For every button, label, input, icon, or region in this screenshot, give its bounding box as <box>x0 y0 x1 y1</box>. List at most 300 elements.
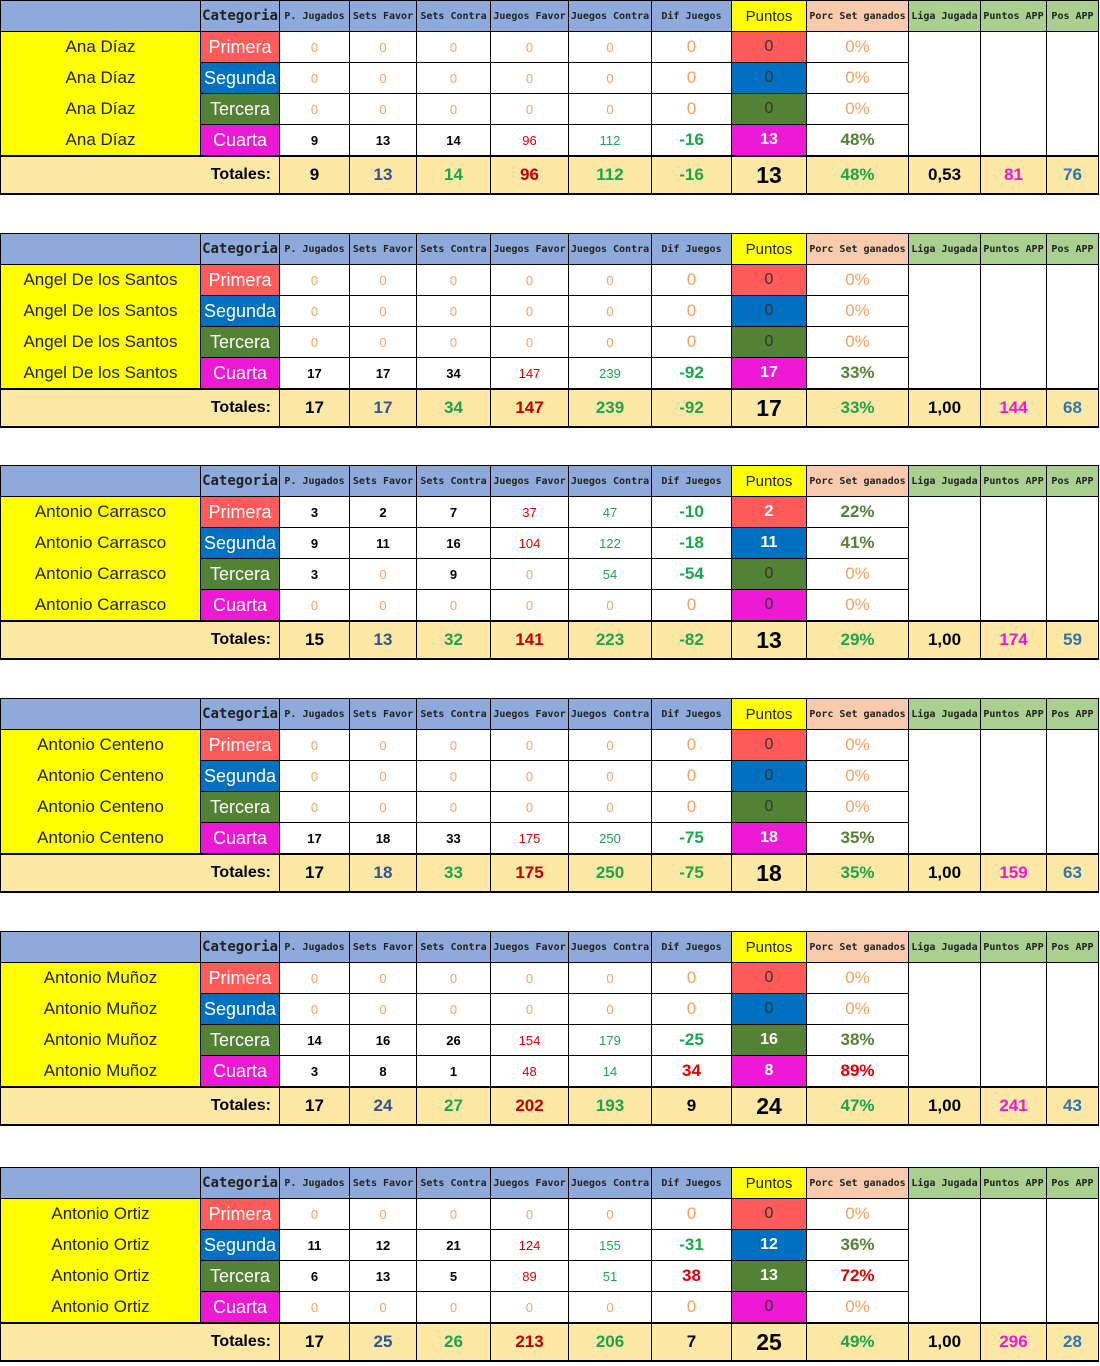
dif-juegos-cell[interactable]: 0 <box>652 63 732 94</box>
puntos-cell[interactable]: 16 <box>732 1025 807 1056</box>
juegos-favor-cell[interactable]: 96 <box>491 125 569 157</box>
p-jugados-cell[interactable]: 0 <box>280 792 350 823</box>
category-cell[interactable]: Cuarta <box>201 1056 280 1088</box>
puntos-app-side-cell[interactable] <box>981 994 1047 1025</box>
p-jugados-cell[interactable]: 6 <box>280 1261 350 1292</box>
player-name-cell[interactable]: Ana Díaz <box>1 63 201 94</box>
dif-juegos-cell[interactable]: 38 <box>652 1261 732 1292</box>
p-jugados-cell[interactable]: 14 <box>280 1025 350 1056</box>
juegos-contra-cell[interactable]: 0 <box>569 1292 652 1324</box>
puntos-app-side-cell[interactable] <box>981 497 1047 528</box>
liga-side-cell[interactable] <box>909 761 981 792</box>
puntos-cell[interactable]: 17 <box>732 358 807 390</box>
juegos-contra-cell[interactable]: 51 <box>569 1261 652 1292</box>
sets-contra-cell[interactable]: 1 <box>417 1056 491 1088</box>
category-cell[interactable]: Tercera <box>201 327 280 358</box>
sets-contra-cell[interactable]: 21 <box>417 1230 491 1261</box>
juegos-favor-cell[interactable]: 147 <box>491 358 569 390</box>
liga-side-cell[interactable] <box>909 327 981 358</box>
puntos-app-side-cell[interactable] <box>981 590 1047 622</box>
puntos-app-side-cell[interactable] <box>981 559 1047 590</box>
dif-juegos-cell[interactable]: 0 <box>652 792 732 823</box>
sets-favor-cell[interactable]: 0 <box>350 963 417 994</box>
sets-contra-cell[interactable]: 0 <box>417 730 491 761</box>
dif-juegos-cell[interactable]: 0 <box>652 265 732 296</box>
juegos-favor-cell[interactable]: 0 <box>491 792 569 823</box>
p-jugados-cell[interactable]: 0 <box>280 761 350 792</box>
dif-juegos-cell[interactable]: -75 <box>652 823 732 855</box>
puntos-app-side-cell[interactable] <box>981 327 1047 358</box>
sets-favor-cell[interactable]: 0 <box>350 590 417 622</box>
juegos-favor-cell[interactable]: 154 <box>491 1025 569 1056</box>
porc-set-cell[interactable]: 41% <box>807 528 909 559</box>
porc-set-cell[interactable]: 0% <box>807 63 909 94</box>
puntos-app-side-cell[interactable] <box>981 358 1047 390</box>
pos-app-side-cell[interactable] <box>1047 94 1099 125</box>
p-jugados-cell[interactable]: 0 <box>280 1292 350 1324</box>
pos-app-side-cell[interactable] <box>1047 1230 1099 1261</box>
sets-favor-cell[interactable]: 0 <box>350 32 417 63</box>
puntos-cell[interactable]: 0 <box>732 994 807 1025</box>
juegos-contra-cell[interactable]: 0 <box>569 327 652 358</box>
liga-side-cell[interactable] <box>909 32 981 63</box>
dif-juegos-cell[interactable]: 34 <box>652 1056 732 1088</box>
category-cell[interactable]: Segunda <box>201 296 280 327</box>
puntos-app-side-cell[interactable] <box>981 528 1047 559</box>
category-cell[interactable]: Tercera <box>201 792 280 823</box>
porc-set-cell[interactable]: 0% <box>807 792 909 823</box>
category-cell[interactable]: Cuarta <box>201 358 280 390</box>
pos-app-side-cell[interactable] <box>1047 761 1099 792</box>
category-cell[interactable]: Tercera <box>201 94 280 125</box>
porc-set-cell[interactable]: 72% <box>807 1261 909 1292</box>
puntos-cell[interactable]: 0 <box>732 559 807 590</box>
puntos-cell[interactable]: 0 <box>732 730 807 761</box>
player-name-cell[interactable]: Antonio Centeno <box>1 792 201 823</box>
category-cell[interactable]: Primera <box>201 497 280 528</box>
player-name-cell[interactable]: Antonio Ortiz <box>1 1261 201 1292</box>
juegos-favor-cell[interactable]: 0 <box>491 761 569 792</box>
category-cell[interactable]: Tercera <box>201 559 280 590</box>
pos-app-side-cell[interactable] <box>1047 1292 1099 1324</box>
juegos-favor-cell[interactable]: 0 <box>491 63 569 94</box>
juegos-contra-cell[interactable]: 0 <box>569 63 652 94</box>
dif-juegos-cell[interactable]: 0 <box>652 590 732 622</box>
player-name-cell[interactable]: Ana Díaz <box>1 32 201 63</box>
sets-favor-cell[interactable]: 0 <box>350 559 417 590</box>
sets-favor-cell[interactable]: 13 <box>350 125 417 157</box>
p-jugados-cell[interactable]: 0 <box>280 994 350 1025</box>
player-name-cell[interactable]: Angel De los Santos <box>1 296 201 327</box>
juegos-favor-cell[interactable]: 0 <box>491 265 569 296</box>
puntos-cell[interactable]: 13 <box>732 1261 807 1292</box>
player-name-cell[interactable]: Antonio Muñoz <box>1 1056 201 1088</box>
player-name-cell[interactable]: Antonio Ortiz <box>1 1230 201 1261</box>
category-cell[interactable]: Cuarta <box>201 1292 280 1324</box>
porc-set-cell[interactable]: 0% <box>807 94 909 125</box>
sets-contra-cell[interactable]: 0 <box>417 994 491 1025</box>
liga-side-cell[interactable] <box>909 590 981 622</box>
player-name-cell[interactable]: Angel De los Santos <box>1 358 201 390</box>
puntos-app-side-cell[interactable] <box>981 1056 1047 1088</box>
porc-set-cell[interactable]: 38% <box>807 1025 909 1056</box>
puntos-app-side-cell[interactable] <box>981 63 1047 94</box>
p-jugados-cell[interactable]: 0 <box>280 963 350 994</box>
pos-app-side-cell[interactable] <box>1047 528 1099 559</box>
juegos-favor-cell[interactable]: 48 <box>491 1056 569 1088</box>
player-name-cell[interactable]: Antonio Muñoz <box>1 1025 201 1056</box>
juegos-contra-cell[interactable]: 122 <box>569 528 652 559</box>
pos-app-side-cell[interactable] <box>1047 730 1099 761</box>
p-jugados-cell[interactable]: 9 <box>280 125 350 157</box>
liga-side-cell[interactable] <box>909 1025 981 1056</box>
porc-set-cell[interactable]: 0% <box>807 32 909 63</box>
sets-contra-cell[interactable]: 0 <box>417 327 491 358</box>
puntos-cell[interactable]: 0 <box>732 63 807 94</box>
dif-juegos-cell[interactable]: 0 <box>652 730 732 761</box>
liga-side-cell[interactable] <box>909 1230 981 1261</box>
sets-favor-cell[interactable]: 0 <box>350 94 417 125</box>
puntos-cell[interactable]: 2 <box>732 497 807 528</box>
dif-juegos-cell[interactable]: 0 <box>652 327 732 358</box>
player-name-cell[interactable]: Antonio Carrasco <box>1 559 201 590</box>
juegos-contra-cell[interactable]: 0 <box>569 963 652 994</box>
category-cell[interactable]: Segunda <box>201 1230 280 1261</box>
porc-set-cell[interactable]: 0% <box>807 1292 909 1324</box>
juegos-contra-cell[interactable]: 14 <box>569 1056 652 1088</box>
puntos-app-side-cell[interactable] <box>981 963 1047 994</box>
sets-favor-cell[interactable]: 16 <box>350 1025 417 1056</box>
juegos-favor-cell[interactable]: 0 <box>491 1292 569 1324</box>
player-name-cell[interactable]: Angel De los Santos <box>1 265 201 296</box>
pos-app-side-cell[interactable] <box>1047 125 1099 157</box>
puntos-app-side-cell[interactable] <box>981 730 1047 761</box>
porc-set-cell[interactable]: 48% <box>807 125 909 157</box>
porc-set-cell[interactable]: 0% <box>807 559 909 590</box>
juegos-contra-cell[interactable]: 0 <box>569 730 652 761</box>
puntos-cell[interactable]: 0 <box>732 1199 807 1230</box>
puntos-cell[interactable]: 0 <box>732 792 807 823</box>
player-name-cell[interactable]: Angel De los Santos <box>1 327 201 358</box>
juegos-contra-cell[interactable]: 54 <box>569 559 652 590</box>
puntos-cell[interactable]: 0 <box>732 94 807 125</box>
liga-side-cell[interactable] <box>909 792 981 823</box>
juegos-favor-cell[interactable]: 175 <box>491 823 569 855</box>
pos-app-side-cell[interactable] <box>1047 994 1099 1025</box>
puntos-app-side-cell[interactable] <box>981 94 1047 125</box>
liga-side-cell[interactable] <box>909 1261 981 1292</box>
sets-contra-cell[interactable]: 0 <box>417 265 491 296</box>
dif-juegos-cell[interactable]: 0 <box>652 296 732 327</box>
player-name-cell[interactable]: Antonio Carrasco <box>1 590 201 622</box>
p-jugados-cell[interactable]: 17 <box>280 823 350 855</box>
player-name-cell[interactable]: Antonio Muñoz <box>1 963 201 994</box>
p-jugados-cell[interactable]: 0 <box>280 63 350 94</box>
porc-set-cell[interactable]: 0% <box>807 730 909 761</box>
juegos-favor-cell[interactable]: 0 <box>491 94 569 125</box>
category-cell[interactable]: Primera <box>201 32 280 63</box>
player-name-cell[interactable]: Antonio Ortiz <box>1 1199 201 1230</box>
dif-juegos-cell[interactable]: -92 <box>652 358 732 390</box>
pos-app-side-cell[interactable] <box>1047 963 1099 994</box>
puntos-app-side-cell[interactable] <box>981 823 1047 855</box>
sets-favor-cell[interactable]: 0 <box>350 265 417 296</box>
sets-contra-cell[interactable]: 0 <box>417 590 491 622</box>
sets-favor-cell[interactable]: 0 <box>350 1199 417 1230</box>
dif-juegos-cell[interactable]: 0 <box>652 1199 732 1230</box>
dif-juegos-cell[interactable]: -31 <box>652 1230 732 1261</box>
liga-side-cell[interactable] <box>909 1292 981 1324</box>
pos-app-side-cell[interactable] <box>1047 497 1099 528</box>
sets-contra-cell[interactable]: 33 <box>417 823 491 855</box>
juegos-favor-cell[interactable]: 0 <box>491 963 569 994</box>
juegos-favor-cell[interactable]: 0 <box>491 32 569 63</box>
juegos-contra-cell[interactable]: 112 <box>569 125 652 157</box>
sets-contra-cell[interactable]: 26 <box>417 1025 491 1056</box>
sets-favor-cell[interactable]: 18 <box>350 823 417 855</box>
player-name-cell[interactable]: Antonio Centeno <box>1 730 201 761</box>
juegos-favor-cell[interactable]: 104 <box>491 528 569 559</box>
sets-favor-cell[interactable]: 0 <box>350 63 417 94</box>
sets-contra-cell[interactable]: 0 <box>417 761 491 792</box>
juegos-contra-cell[interactable]: 179 <box>569 1025 652 1056</box>
liga-side-cell[interactable] <box>909 296 981 327</box>
puntos-app-side-cell[interactable] <box>981 1292 1047 1324</box>
puntos-app-side-cell[interactable] <box>981 1199 1047 1230</box>
pos-app-side-cell[interactable] <box>1047 296 1099 327</box>
p-jugados-cell[interactable]: 3 <box>280 559 350 590</box>
pos-app-side-cell[interactable] <box>1047 1056 1099 1088</box>
liga-side-cell[interactable] <box>909 1199 981 1230</box>
category-cell[interactable]: Tercera <box>201 1025 280 1056</box>
category-cell[interactable]: Segunda <box>201 528 280 559</box>
puntos-cell[interactable]: 0 <box>732 963 807 994</box>
player-name-cell[interactable]: Ana Díaz <box>1 125 201 157</box>
dif-juegos-cell[interactable]: -10 <box>652 497 732 528</box>
player-name-cell[interactable]: Antonio Ortiz <box>1 1292 201 1324</box>
puntos-app-side-cell[interactable] <box>981 1261 1047 1292</box>
puntos-cell[interactable]: 13 <box>732 125 807 157</box>
p-jugados-cell[interactable]: 3 <box>280 497 350 528</box>
category-cell[interactable]: Cuarta <box>201 823 280 855</box>
juegos-favor-cell[interactable]: 0 <box>491 994 569 1025</box>
pos-app-side-cell[interactable] <box>1047 1261 1099 1292</box>
sets-contra-cell[interactable]: 5 <box>417 1261 491 1292</box>
puntos-cell[interactable]: 0 <box>732 265 807 296</box>
sets-contra-cell[interactable]: 34 <box>417 358 491 390</box>
category-cell[interactable]: Primera <box>201 265 280 296</box>
pos-app-side-cell[interactable] <box>1047 823 1099 855</box>
porc-set-cell[interactable]: 0% <box>807 296 909 327</box>
puntos-cell[interactable]: 0 <box>732 761 807 792</box>
p-jugados-cell[interactable]: 0 <box>280 590 350 622</box>
sets-favor-cell[interactable]: 0 <box>350 730 417 761</box>
liga-side-cell[interactable] <box>909 265 981 296</box>
sets-contra-cell[interactable]: 0 <box>417 94 491 125</box>
pos-app-side-cell[interactable] <box>1047 1199 1099 1230</box>
player-name-cell[interactable]: Antonio Centeno <box>1 823 201 855</box>
porc-set-cell[interactable]: 36% <box>807 1230 909 1261</box>
pos-app-side-cell[interactable] <box>1047 792 1099 823</box>
puntos-cell[interactable]: 12 <box>732 1230 807 1261</box>
sets-favor-cell[interactable]: 0 <box>350 327 417 358</box>
puntos-app-side-cell[interactable] <box>981 1230 1047 1261</box>
dif-juegos-cell[interactable]: -18 <box>652 528 732 559</box>
sets-contra-cell[interactable]: 9 <box>417 559 491 590</box>
porc-set-cell[interactable]: 0% <box>807 327 909 358</box>
juegos-contra-cell[interactable]: 47 <box>569 497 652 528</box>
category-cell[interactable]: Segunda <box>201 994 280 1025</box>
sets-favor-cell[interactable]: 13 <box>350 1261 417 1292</box>
juegos-contra-cell[interactable]: 0 <box>569 94 652 125</box>
player-name-cell[interactable]: Antonio Centeno <box>1 761 201 792</box>
sets-favor-cell[interactable]: 0 <box>350 994 417 1025</box>
player-name-cell[interactable]: Antonio Carrasco <box>1 497 201 528</box>
p-jugados-cell[interactable]: 0 <box>280 296 350 327</box>
juegos-favor-cell[interactable]: 37 <box>491 497 569 528</box>
juegos-contra-cell[interactable]: 239 <box>569 358 652 390</box>
juegos-favor-cell[interactable]: 124 <box>491 1230 569 1261</box>
puntos-cell[interactable]: 0 <box>732 32 807 63</box>
p-jugados-cell[interactable]: 0 <box>280 94 350 125</box>
p-jugados-cell[interactable]: 0 <box>280 32 350 63</box>
sets-favor-cell[interactable]: 0 <box>350 792 417 823</box>
dif-juegos-cell[interactable]: 0 <box>652 32 732 63</box>
dif-juegos-cell[interactable]: 0 <box>652 761 732 792</box>
category-cell[interactable]: Primera <box>201 730 280 761</box>
puntos-cell[interactable]: 0 <box>732 327 807 358</box>
pos-app-side-cell[interactable] <box>1047 358 1099 390</box>
sets-contra-cell[interactable]: 7 <box>417 497 491 528</box>
sets-contra-cell[interactable]: 16 <box>417 528 491 559</box>
liga-side-cell[interactable] <box>909 497 981 528</box>
sets-favor-cell[interactable]: 17 <box>350 358 417 390</box>
sets-favor-cell[interactable]: 12 <box>350 1230 417 1261</box>
liga-side-cell[interactable] <box>909 559 981 590</box>
pos-app-side-cell[interactable] <box>1047 32 1099 63</box>
dif-juegos-cell[interactable]: 0 <box>652 1292 732 1324</box>
sets-favor-cell[interactable]: 0 <box>350 1292 417 1324</box>
category-cell[interactable]: Segunda <box>201 63 280 94</box>
juegos-contra-cell[interactable]: 0 <box>569 296 652 327</box>
puntos-cell[interactable]: 0 <box>732 1292 807 1324</box>
sets-contra-cell[interactable]: 14 <box>417 125 491 157</box>
liga-side-cell[interactable] <box>909 963 981 994</box>
sets-contra-cell[interactable]: 0 <box>417 963 491 994</box>
juegos-contra-cell[interactable]: 0 <box>569 761 652 792</box>
porc-set-cell[interactable]: 0% <box>807 761 909 792</box>
sets-contra-cell[interactable]: 0 <box>417 296 491 327</box>
puntos-app-side-cell[interactable] <box>981 761 1047 792</box>
player-name-cell[interactable]: Ana Díaz <box>1 94 201 125</box>
p-jugados-cell[interactable]: 0 <box>280 327 350 358</box>
sets-contra-cell[interactable]: 0 <box>417 1292 491 1324</box>
puntos-cell[interactable]: 0 <box>732 590 807 622</box>
juegos-contra-cell[interactable]: 0 <box>569 590 652 622</box>
liga-side-cell[interactable] <box>909 994 981 1025</box>
category-cell[interactable]: Segunda <box>201 761 280 792</box>
puntos-cell[interactable]: 18 <box>732 823 807 855</box>
pos-app-side-cell[interactable] <box>1047 590 1099 622</box>
juegos-contra-cell[interactable]: 0 <box>569 32 652 63</box>
player-name-cell[interactable]: Antonio Muñoz <box>1 994 201 1025</box>
porc-set-cell[interactable]: 0% <box>807 1199 909 1230</box>
sets-contra-cell[interactable]: 0 <box>417 1199 491 1230</box>
porc-set-cell[interactable]: 89% <box>807 1056 909 1088</box>
liga-side-cell[interactable] <box>909 94 981 125</box>
juegos-contra-cell[interactable]: 0 <box>569 994 652 1025</box>
category-cell[interactable]: Primera <box>201 1199 280 1230</box>
liga-side-cell[interactable] <box>909 63 981 94</box>
juegos-contra-cell[interactable]: 0 <box>569 792 652 823</box>
category-cell[interactable]: Primera <box>201 963 280 994</box>
puntos-cell[interactable]: 11 <box>732 528 807 559</box>
dif-juegos-cell[interactable]: -25 <box>652 1025 732 1056</box>
juegos-contra-cell[interactable]: 0 <box>569 1199 652 1230</box>
sets-favor-cell[interactable]: 11 <box>350 528 417 559</box>
pos-app-side-cell[interactable] <box>1047 327 1099 358</box>
juegos-favor-cell[interactable]: 0 <box>491 590 569 622</box>
pos-app-side-cell[interactable] <box>1047 265 1099 296</box>
juegos-favor-cell[interactable]: 0 <box>491 327 569 358</box>
dif-juegos-cell[interactable]: 0 <box>652 94 732 125</box>
juegos-favor-cell[interactable]: 0 <box>491 1199 569 1230</box>
liga-side-cell[interactable] <box>909 358 981 390</box>
liga-side-cell[interactable] <box>909 823 981 855</box>
juegos-favor-cell[interactable]: 0 <box>491 559 569 590</box>
dif-juegos-cell[interactable]: 0 <box>652 994 732 1025</box>
dif-juegos-cell[interactable]: -16 <box>652 125 732 157</box>
juegos-favor-cell[interactable]: 89 <box>491 1261 569 1292</box>
porc-set-cell[interactable]: 0% <box>807 994 909 1025</box>
liga-side-cell[interactable] <box>909 125 981 157</box>
dif-juegos-cell[interactable]: -54 <box>652 559 732 590</box>
puntos-app-side-cell[interactable] <box>981 125 1047 157</box>
p-jugados-cell[interactable]: 17 <box>280 358 350 390</box>
liga-side-cell[interactable] <box>909 730 981 761</box>
juegos-contra-cell[interactable]: 155 <box>569 1230 652 1261</box>
puntos-app-side-cell[interactable] <box>981 296 1047 327</box>
porc-set-cell[interactable]: 0% <box>807 590 909 622</box>
sets-contra-cell[interactable]: 0 <box>417 63 491 94</box>
player-name-cell[interactable]: Antonio Carrasco <box>1 528 201 559</box>
puntos-app-side-cell[interactable] <box>981 792 1047 823</box>
puntos-app-side-cell[interactable] <box>981 32 1047 63</box>
sets-favor-cell[interactable]: 0 <box>350 296 417 327</box>
puntos-app-side-cell[interactable] <box>981 1025 1047 1056</box>
juegos-contra-cell[interactable]: 250 <box>569 823 652 855</box>
liga-side-cell[interactable] <box>909 1056 981 1088</box>
puntos-cell[interactable]: 0 <box>732 296 807 327</box>
porc-set-cell[interactable]: 0% <box>807 265 909 296</box>
sets-favor-cell[interactable]: 8 <box>350 1056 417 1088</box>
porc-set-cell[interactable]: 22% <box>807 497 909 528</box>
sets-contra-cell[interactable]: 0 <box>417 32 491 63</box>
juegos-contra-cell[interactable]: 0 <box>569 265 652 296</box>
porc-set-cell[interactable]: 0% <box>807 963 909 994</box>
puntos-app-side-cell[interactable] <box>981 265 1047 296</box>
category-cell[interactable]: Tercera <box>201 1261 280 1292</box>
category-cell[interactable]: Cuarta <box>201 590 280 622</box>
sets-favor-cell[interactable]: 0 <box>350 761 417 792</box>
p-jugados-cell[interactable]: 0 <box>280 265 350 296</box>
p-jugados-cell[interactable]: 0 <box>280 730 350 761</box>
porc-set-cell[interactable]: 35% <box>807 823 909 855</box>
puntos-cell[interactable]: 8 <box>732 1056 807 1088</box>
p-jugados-cell[interactable]: 3 <box>280 1056 350 1088</box>
dif-juegos-cell[interactable]: 0 <box>652 963 732 994</box>
sets-favor-cell[interactable]: 2 <box>350 497 417 528</box>
